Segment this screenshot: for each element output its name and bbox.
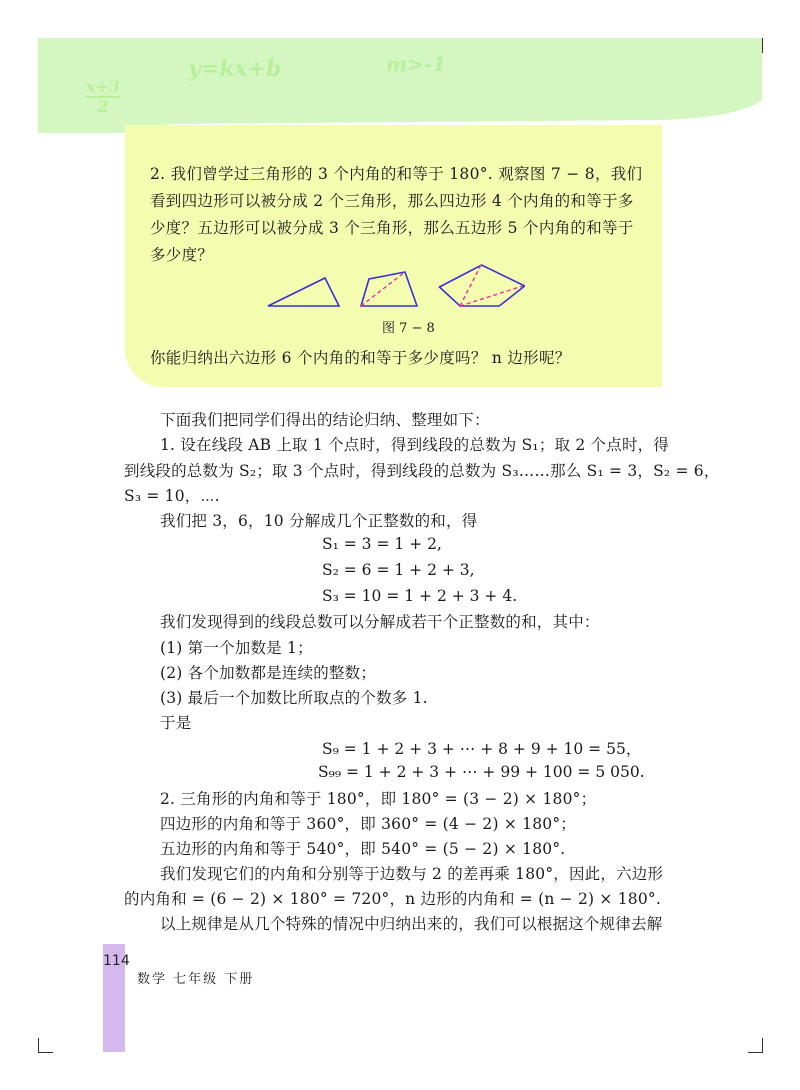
crop-mark-bottom-left	[38, 1038, 53, 1053]
equation-s9: S₉ = 1 + 2 + 3 + ⋯ + 8 + 9 + 10 = 55，	[322, 740, 642, 758]
question-panel	[125, 125, 662, 387]
body-line-8: (2) 各个加数都是连续的整数；	[160, 664, 377, 682]
body-line-1: 下面我们把同学们得出的结论归纳、整理如下：	[160, 411, 490, 429]
pent-diagonal-2	[460, 286, 523, 306]
body-line-6: 我们发现得到的线段总数可以分解成若干个正整数的和，其中：	[160, 613, 600, 631]
question-line-2: 看到四边形可以被分成 2 个三角形，那么四边形 4 个内角的和等于多	[150, 192, 634, 210]
body-line-16: 以上规律是从几个特殊的情况中归纳出来的，我们可以根据这个规律去解	[160, 915, 663, 933]
body-line-12: 四边形的内角和等于 360°，即 360° = (4 − 2) × 180°；	[160, 815, 577, 833]
header-formula-inequality: m>-1	[386, 52, 447, 76]
followup-question: 你能归纳出六边形 6 个内角的和等于多少度吗？ n 边形呢？	[150, 349, 571, 367]
pentagon-shape	[439, 265, 524, 306]
quad-diagonal	[361, 272, 405, 306]
equation-s2: S₂ = 6 = 1 + 2 + 3,	[322, 561, 475, 579]
body-line-2: 1. 设在线段 AB 上取 1 个点时，得到线段的总数为 S₁；取 2 个点时，得	[160, 436, 670, 454]
crop-mark-bottom-right	[748, 1038, 763, 1053]
body-line-9: (3) 最后一个加数比所取点的个数多 1.	[160, 689, 428, 707]
body-line-7: (1) 第一个加数是 1；	[160, 639, 313, 657]
body-line-4: S₃ = 10，⋯.	[124, 487, 220, 505]
body-line-10: 于是	[160, 714, 192, 732]
header-formula-fraction: x+3 2	[86, 77, 121, 116]
equation-s1: S₁ = 3 = 1 + 2,	[322, 535, 442, 553]
body-line-15: 的内角和 = (6 − 2) × 180° = 720°，n 边形的内角和 = (n − 2) × 180°.	[124, 890, 661, 908]
figure-caption: 图 7 − 8	[382, 321, 435, 336]
body-line-13: 五边形的内角和等于 540°，即 540° = (5 − 2) × 180°.	[160, 840, 566, 858]
page-number: 114	[103, 953, 130, 969]
equation-s3: S₃ = 10 = 1 + 2 + 3 + 4.	[322, 587, 518, 605]
header-band	[38, 38, 762, 133]
question-line-1: 2. 我们曾学过三角形的 3 个内角的和等于 180°. 观察图 7 − 8，我们	[150, 165, 643, 183]
triangle-shape	[268, 278, 339, 306]
question-line-3: 少度？五边形可以被分成 3 个三角形，那么五边形 5 个内角的和等于	[150, 219, 634, 237]
quadrilateral-shape	[361, 272, 417, 306]
body-line-14: 我们发现它们的内角和分别等于边数与 2 的差再乘 180°，因此，六边形	[160, 865, 664, 883]
body-line-5: 我们把 3，6，10 分解成几个正整数的和，得	[160, 512, 478, 530]
body-line-11: 2. 三角形的内角和等于 180°，即 180° = (3 − 2) × 180°；	[160, 790, 597, 808]
polygon-figure	[265, 260, 525, 310]
question-line-4: 多少度？	[150, 246, 214, 264]
body-line-3: 到线段的总数为 S₂；取 3 个点时，得到线段的总数为 S₃……那么 S₁ = 3，S₂ = 6，	[124, 462, 720, 480]
equation-s99: S₉₉ = 1 + 2 + 3 + ⋯ + 99 + 100 = 5 050.	[318, 763, 645, 781]
book-title: 数学 七年级 下册	[137, 972, 255, 987]
header-formula-linear: y=kx+b	[188, 56, 282, 82]
